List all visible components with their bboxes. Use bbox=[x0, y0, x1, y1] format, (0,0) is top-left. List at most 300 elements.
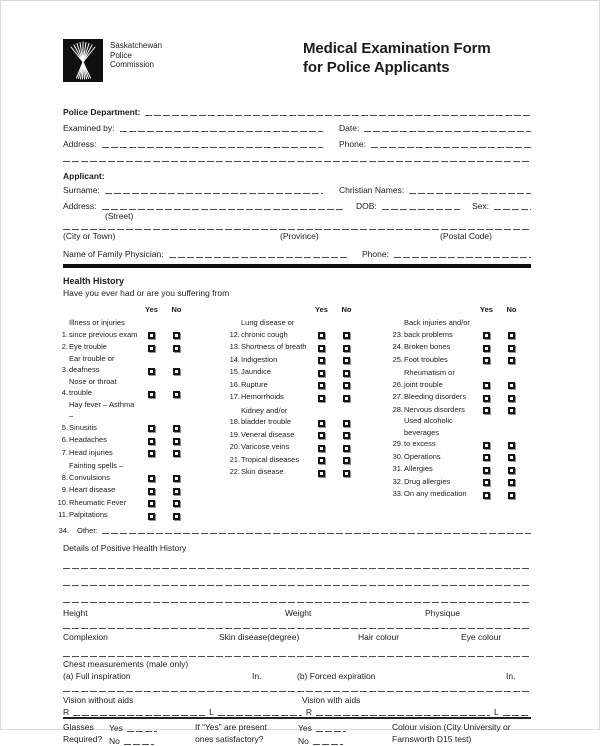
checkbox-cell bbox=[309, 445, 334, 453]
no-checkbox-item-17[interactable] bbox=[343, 395, 350, 402]
health-item-12 bbox=[228, 315, 359, 340]
item-number: 11. bbox=[58, 510, 68, 519]
health-item-4 bbox=[56, 376, 189, 399]
no-checkbox-item-1[interactable] bbox=[173, 332, 180, 339]
item-label: Bleeding disorders bbox=[404, 392, 467, 401]
yes-checkbox-item-3[interactable] bbox=[148, 368, 155, 375]
left-eye-without-field[interactable] bbox=[218, 705, 302, 717]
no-checkbox-item-31[interactable] bbox=[508, 467, 515, 474]
no-checkbox-item-21[interactable] bbox=[343, 457, 350, 464]
item-label: Shortness of breath bbox=[241, 342, 307, 351]
health-item-15 bbox=[228, 365, 359, 378]
date-label: Date: bbox=[339, 123, 360, 133]
item-number: 6. bbox=[61, 435, 68, 444]
right-eye-label-1: R bbox=[63, 706, 70, 717]
weight-label: Weight bbox=[285, 607, 312, 618]
physician-field[interactable] bbox=[169, 249, 348, 259]
complexion-row bbox=[63, 631, 531, 642]
checkbox-cell bbox=[499, 467, 524, 475]
other-label: Other: bbox=[77, 525, 98, 535]
item-label: Hay fever – Asthma – Sinusitis bbox=[69, 399, 135, 432]
health-history-subtitle: Have you ever had or are you suffering from bbox=[63, 288, 230, 298]
physician-label: Name of Family Physician: bbox=[63, 249, 164, 259]
item-number: 17. bbox=[229, 392, 240, 401]
other-row bbox=[56, 522, 531, 535]
sex-label: Sex: bbox=[472, 201, 490, 211]
no-checkbox-item-15[interactable] bbox=[343, 370, 350, 377]
checkbox-cell bbox=[139, 488, 164, 496]
health-item-13 bbox=[228, 340, 359, 353]
checkbox-cell bbox=[499, 357, 524, 365]
examiner-phone-label: Phone: bbox=[339, 139, 366, 149]
colour-vision-line1: Colour vision (City University or bbox=[392, 721, 511, 732]
examined-by-row bbox=[63, 117, 531, 133]
no-checkbox-item-3[interactable] bbox=[173, 368, 180, 375]
left-eye-label-2: L bbox=[494, 706, 499, 717]
examined-by-label: Examined by: bbox=[63, 123, 115, 133]
height-weight-row bbox=[63, 607, 531, 618]
yes-checkbox-item-6[interactable] bbox=[148, 438, 155, 445]
checkbox-cell bbox=[139, 345, 164, 353]
no-checkbox-item-25[interactable] bbox=[508, 357, 515, 364]
checkbox-cell bbox=[164, 500, 189, 508]
no-checkbox-item-27[interactable] bbox=[508, 395, 515, 402]
health-item-24 bbox=[391, 340, 524, 353]
applicant-phone-field[interactable] bbox=[394, 249, 531, 259]
item-label: Skin disease bbox=[241, 467, 284, 476]
item-label: Back injuries and/or back problems bbox=[404, 318, 470, 339]
police-department-label: Police Department: bbox=[63, 107, 141, 117]
glasses-yes-field[interactable] bbox=[127, 721, 157, 734]
yes-checkbox-item-28[interactable] bbox=[483, 407, 490, 414]
surname-row bbox=[63, 181, 531, 195]
item-number: 16. bbox=[229, 379, 240, 389]
no-checkbox-item-22[interactable] bbox=[343, 470, 350, 477]
checkbox-cell bbox=[474, 345, 499, 353]
checkbox-cell bbox=[139, 425, 164, 433]
dob-field[interactable] bbox=[382, 201, 460, 211]
checkbox-cell bbox=[474, 395, 499, 403]
item-label: Head injuries bbox=[69, 447, 113, 457]
street-caption: (Street) bbox=[105, 211, 134, 221]
colour-vision-note bbox=[392, 721, 531, 746]
checkbox-cell bbox=[334, 420, 359, 428]
health-item-31 bbox=[391, 462, 524, 475]
yes-checkbox-item-4[interactable] bbox=[148, 391, 155, 398]
checkbox-cell bbox=[474, 479, 499, 487]
no-checkbox-item-16[interactable] bbox=[343, 382, 350, 389]
satisfactory-no-label: No bbox=[298, 735, 309, 746]
other-field[interactable] bbox=[102, 522, 531, 535]
no-checkbox-item-24[interactable] bbox=[508, 345, 515, 352]
checkbox-cell bbox=[499, 454, 524, 462]
wheat-sheaf-logo-icon bbox=[63, 39, 103, 82]
no-checkbox-item-2[interactable] bbox=[173, 345, 180, 352]
yes-checkbox-item-32[interactable] bbox=[483, 479, 490, 486]
no-checkbox-item-8[interactable] bbox=[173, 475, 180, 482]
no-checkbox-item-33[interactable] bbox=[508, 492, 515, 499]
checkbox-cell bbox=[499, 345, 524, 353]
no-checkbox-item-26[interactable] bbox=[508, 382, 515, 389]
checkbox-cell bbox=[139, 368, 164, 376]
checkbox-cell bbox=[164, 475, 189, 483]
yes-checkbox-item-9[interactable] bbox=[148, 488, 155, 495]
item-number: 2. bbox=[61, 342, 68, 351]
yes-checkbox-item-5[interactable] bbox=[148, 425, 155, 432]
no-column-header: No bbox=[171, 304, 182, 314]
checkbox-cell bbox=[164, 425, 189, 433]
item-label: Foot troubles bbox=[404, 354, 448, 364]
health-item-25 bbox=[391, 353, 524, 366]
form-title-line2: for Police Applicants bbox=[303, 59, 450, 76]
checkbox-cell bbox=[139, 500, 164, 508]
item-label: Palpitations bbox=[69, 510, 108, 519]
police-department-field[interactable] bbox=[145, 101, 531, 117]
checkbox-cell bbox=[474, 454, 499, 462]
item-number: 12. bbox=[229, 329, 240, 339]
right-eye-with-field[interactable] bbox=[316, 705, 490, 717]
item-number: 20. bbox=[229, 442, 240, 451]
health-history-column-3 bbox=[391, 302, 524, 521]
item-label: Veneral disease bbox=[241, 429, 295, 439]
no-column-header: No bbox=[341, 304, 352, 314]
form-title-line1: Medical Examination Form bbox=[303, 40, 491, 57]
applicant-address-row bbox=[63, 195, 531, 211]
details-label: Details of Positive Health History bbox=[63, 542, 187, 553]
postal-caption: (Postal Code) bbox=[440, 231, 492, 241]
glasses-no-field[interactable] bbox=[124, 733, 154, 746]
checkbox-cell bbox=[474, 332, 499, 340]
no-checkbox-item-9[interactable] bbox=[173, 488, 180, 495]
item-label: Jaundice bbox=[241, 367, 272, 376]
health-item-29 bbox=[391, 415, 524, 450]
health-item-20 bbox=[228, 440, 359, 453]
yes-checkbox-item-21[interactable] bbox=[318, 457, 325, 464]
checkbox-cell bbox=[164, 345, 189, 353]
item-label: Heart disease bbox=[69, 485, 116, 494]
health-item-5 bbox=[56, 399, 189, 434]
item-label: Used alcoholic beverages to excess bbox=[404, 416, 453, 448]
no-checkbox-item-6[interactable] bbox=[173, 438, 180, 445]
org-name-line2: Police bbox=[110, 50, 132, 60]
checkbox-cell bbox=[164, 488, 189, 496]
no-checkbox-item-10[interactable] bbox=[173, 500, 180, 507]
checkbox-cell bbox=[139, 475, 164, 483]
present-question-line2: ones satisfactory? bbox=[195, 734, 264, 744]
health-item-23 bbox=[391, 315, 524, 340]
checkbox-cell bbox=[309, 332, 334, 340]
no-checkbox-item-30[interactable] bbox=[508, 454, 515, 461]
item-number: 33. bbox=[392, 489, 403, 498]
sex-field[interactable] bbox=[494, 201, 531, 211]
examiner-phone-field[interactable] bbox=[371, 139, 531, 149]
height-label: Height bbox=[63, 607, 88, 618]
yes-checkbox-item-15[interactable] bbox=[318, 370, 325, 377]
health-item-27 bbox=[391, 390, 524, 403]
checkbox-cell bbox=[474, 467, 499, 475]
no-checkbox-item-13[interactable] bbox=[343, 345, 350, 352]
item-label: Allergies bbox=[404, 464, 433, 473]
chest-measurements-label: Chest measurements (male only) bbox=[63, 658, 189, 669]
item-number: 15. bbox=[229, 367, 240, 376]
yes-column-header: Yes bbox=[480, 304, 493, 314]
yes-checkbox-item-7[interactable] bbox=[148, 450, 155, 457]
details-field-line-2[interactable] bbox=[63, 570, 531, 587]
checkbox-cell bbox=[334, 357, 359, 365]
vision-labels-row bbox=[63, 694, 531, 705]
no-checkbox-item-23[interactable] bbox=[508, 332, 515, 339]
other-number: 34. bbox=[58, 525, 69, 535]
item-label: Hemorrhoids bbox=[241, 392, 284, 401]
item-label: Lung disease or chronic cough bbox=[241, 318, 295, 339]
no-checkbox-item-18[interactable] bbox=[343, 420, 350, 427]
item-number: 18. bbox=[229, 417, 240, 426]
health-item-14 bbox=[228, 353, 359, 366]
item-number: 26. bbox=[392, 379, 403, 389]
left-eye-with-field[interactable] bbox=[503, 705, 529, 717]
inches-label-b: In. bbox=[506, 670, 516, 681]
item-label: Nervous disorders bbox=[404, 404, 465, 414]
checkbox-cell bbox=[334, 457, 359, 465]
checkbox-cell bbox=[139, 513, 164, 521]
complexion-label: Complexion bbox=[63, 631, 108, 642]
right-eye-without-field[interactable] bbox=[73, 705, 205, 717]
checkbox-cell bbox=[474, 357, 499, 365]
health-item-30 bbox=[391, 450, 524, 463]
health-item-2 bbox=[56, 340, 189, 353]
item-number: 23. bbox=[392, 329, 403, 339]
checkbox-cell bbox=[474, 492, 499, 500]
item-label: Broken bones bbox=[404, 342, 451, 351]
yes-checkbox-item-10[interactable] bbox=[148, 500, 155, 507]
present-question-line1: If “Yes” are present bbox=[195, 721, 267, 732]
form-header bbox=[63, 39, 531, 85]
skin-disease-label: Skin disease(degree) bbox=[219, 631, 300, 642]
health-item-6 bbox=[56, 433, 189, 446]
health-item-32 bbox=[391, 475, 524, 488]
no-checkbox-item-20[interactable] bbox=[343, 445, 350, 452]
health-item-26 bbox=[391, 365, 524, 390]
item-label: Rupture bbox=[241, 379, 268, 389]
checkbox-cell bbox=[164, 332, 189, 340]
checkbox-cell bbox=[334, 332, 359, 340]
vision-without-aids-label: Vision without aids bbox=[63, 694, 134, 705]
yes-checkbox-item-14[interactable] bbox=[318, 357, 325, 364]
health-history-column-1 bbox=[56, 302, 189, 521]
examiner-address-row bbox=[63, 133, 531, 149]
checkbox-cell bbox=[309, 457, 334, 465]
yes-checkbox-item-16[interactable] bbox=[318, 382, 325, 389]
item-number: 10. bbox=[57, 497, 68, 507]
checkbox-cell bbox=[309, 432, 334, 440]
no-checkbox-item-12[interactable] bbox=[343, 332, 350, 339]
satisfactory-yes-no bbox=[298, 721, 392, 746]
glasses-yes-label: Yes bbox=[109, 723, 123, 733]
yes-column-header: Yes bbox=[315, 304, 328, 314]
checkbox-cell bbox=[334, 345, 359, 353]
forced-expiration-label: (b) Forced expiration bbox=[297, 670, 376, 681]
yes-checkbox-item-18[interactable] bbox=[318, 420, 325, 427]
checkbox-cell bbox=[309, 420, 334, 428]
yes-checkbox-item-19[interactable] bbox=[318, 432, 325, 439]
health-item-33 bbox=[391, 487, 524, 500]
item-number: 30. bbox=[392, 451, 403, 461]
no-checkbox-item-29[interactable] bbox=[508, 442, 515, 449]
item-number: 21. bbox=[229, 454, 240, 464]
no-checkbox-item-4[interactable] bbox=[173, 391, 180, 398]
yes-checkbox-item-25[interactable] bbox=[483, 357, 490, 364]
applicant-address-field[interactable] bbox=[102, 201, 344, 211]
checkbox-cell bbox=[334, 470, 359, 478]
item-number: 5. bbox=[61, 422, 68, 432]
item-label: Illness or injuries since previous exam bbox=[69, 318, 138, 339]
yes-checkbox-item-11[interactable] bbox=[148, 513, 155, 520]
inches-label-a: In. bbox=[252, 670, 262, 681]
health-item-21 bbox=[228, 453, 359, 466]
no-checkbox-item-11[interactable] bbox=[173, 513, 180, 520]
checkbox-cell bbox=[139, 450, 164, 458]
yes-no-header bbox=[56, 302, 189, 315]
item-number: 9. bbox=[61, 485, 68, 494]
christian-names-field[interactable] bbox=[409, 185, 531, 195]
item-label: Rheumatic Fever bbox=[69, 497, 127, 507]
yes-checkbox-item-33[interactable] bbox=[483, 492, 490, 499]
checkbox-cell bbox=[309, 370, 334, 378]
details-field-line-3[interactable] bbox=[63, 587, 531, 604]
item-number: 19. bbox=[229, 429, 240, 439]
checkbox-cell bbox=[474, 407, 499, 415]
vision-rule bbox=[63, 691, 531, 692]
left-eye-label-1: L bbox=[209, 706, 214, 717]
province-caption: (Province) bbox=[280, 231, 319, 241]
item-label: Operations bbox=[404, 451, 441, 461]
checkbox-cell bbox=[309, 345, 334, 353]
item-label: Kidney and/or bladder trouble bbox=[241, 405, 292, 426]
christian-names-label: Christian Names: bbox=[339, 185, 405, 195]
item-label: Indigestion bbox=[241, 354, 278, 364]
checkbox-cell bbox=[474, 442, 499, 450]
item-number: 7. bbox=[61, 447, 68, 457]
checkbox-cell bbox=[164, 368, 189, 376]
form-title bbox=[303, 39, 531, 77]
item-label: Eye trouble bbox=[69, 342, 107, 351]
item-label: Tropical diseases bbox=[241, 454, 300, 464]
no-checkbox-item-28[interactable] bbox=[508, 407, 515, 414]
yes-checkbox-item-22[interactable] bbox=[318, 470, 325, 477]
checkbox-cell bbox=[309, 357, 334, 365]
checkbox-cell bbox=[309, 470, 334, 478]
colour-vision-line2: Farnsworth D15 test) bbox=[392, 734, 472, 744]
surname-field[interactable] bbox=[105, 185, 323, 195]
checkbox-cell bbox=[334, 382, 359, 390]
no-checkbox-item-7[interactable] bbox=[173, 450, 180, 457]
no-column-header: No bbox=[506, 304, 517, 314]
yes-checkbox-item-20[interactable] bbox=[318, 445, 325, 452]
physician-row bbox=[63, 244, 531, 259]
org-name-line1: Saskatchewan bbox=[110, 41, 163, 50]
health-item-19 bbox=[228, 428, 359, 441]
item-number: 8. bbox=[61, 472, 68, 482]
item-number: 31. bbox=[392, 464, 403, 473]
yes-checkbox-item-31[interactable] bbox=[483, 467, 490, 474]
yes-checkbox-item-26[interactable] bbox=[483, 382, 490, 389]
yes-checkbox-item-30[interactable] bbox=[483, 454, 490, 461]
examiner-address-continuation-field[interactable] bbox=[63, 149, 531, 163]
city-caption: (City or Town) bbox=[63, 231, 116, 241]
checkbox-cell bbox=[499, 395, 524, 403]
no-checkbox-item-5[interactable] bbox=[173, 425, 180, 432]
required-label: Required? bbox=[63, 734, 103, 744]
yes-checkbox-item-17[interactable] bbox=[318, 395, 325, 402]
details-field-line-1[interactable] bbox=[63, 553, 531, 570]
item-label: Drug allergies bbox=[404, 476, 451, 486]
date-field[interactable] bbox=[364, 123, 531, 133]
checkbox-cell bbox=[499, 407, 524, 415]
applicant-phone-label: Phone: bbox=[362, 249, 389, 259]
yes-no-header bbox=[391, 302, 524, 315]
yes-checkbox-item-12[interactable] bbox=[318, 332, 325, 339]
yes-no-header bbox=[228, 302, 359, 315]
examined-by-field[interactable] bbox=[120, 123, 324, 133]
yes-checkbox-item-1[interactable] bbox=[148, 332, 155, 339]
yes-checkbox-item-27[interactable] bbox=[483, 395, 490, 402]
health-item-16 bbox=[228, 378, 359, 391]
no-checkbox-item-19[interactable] bbox=[343, 432, 350, 439]
checkbox-cell bbox=[334, 445, 359, 453]
chest-rule bbox=[63, 656, 531, 657]
item-number: 3. bbox=[61, 365, 68, 374]
checkbox-cell bbox=[164, 391, 189, 399]
vision-with-aids-label: Vision with aids bbox=[302, 694, 361, 705]
present-glasses-question bbox=[195, 721, 298, 746]
glasses-section bbox=[63, 721, 531, 746]
no-checkbox-item-32[interactable] bbox=[508, 479, 515, 486]
health-item-9 bbox=[56, 483, 189, 496]
glasses-required-labels bbox=[63, 721, 109, 746]
yes-checkbox-item-8[interactable] bbox=[148, 475, 155, 482]
checkbox-cell bbox=[499, 479, 524, 487]
item-number: 25. bbox=[392, 354, 403, 364]
glasses-no-label: No bbox=[109, 735, 120, 746]
applicant-section-label: Applicant: bbox=[63, 171, 105, 181]
health-item-18 bbox=[228, 403, 359, 428]
checkbox-cell bbox=[474, 382, 499, 390]
police-department-row bbox=[63, 101, 531, 117]
examiner-address-field[interactable] bbox=[102, 139, 323, 149]
glasses-label: Glasses bbox=[63, 721, 94, 732]
checkbox-cell bbox=[309, 395, 334, 403]
checkbox-cell bbox=[334, 395, 359, 403]
complexion-rule bbox=[63, 628, 531, 629]
satisfactory-no-field[interactable] bbox=[313, 733, 343, 746]
checkbox-cell bbox=[139, 391, 164, 399]
item-label: On any medication bbox=[404, 489, 467, 498]
item-label: Fainting spells – Convulsions bbox=[69, 461, 124, 482]
checkbox-cell bbox=[164, 450, 189, 458]
yes-checkbox-item-23[interactable] bbox=[483, 332, 490, 339]
satisfactory-yes-field[interactable] bbox=[316, 721, 346, 734]
no-checkbox-item-14[interactable] bbox=[343, 357, 350, 364]
yes-checkbox-item-2[interactable] bbox=[148, 345, 155, 352]
yes-checkbox-item-24[interactable] bbox=[483, 345, 490, 352]
dob-label: DOB: bbox=[356, 201, 377, 211]
full-inspiration-label: (a) Full inspiration bbox=[63, 670, 131, 681]
physique-label: Physique bbox=[425, 607, 460, 618]
vision-rl-row bbox=[63, 705, 531, 717]
yes-checkbox-item-29[interactable] bbox=[483, 442, 490, 449]
yes-checkbox-item-13[interactable] bbox=[318, 345, 325, 352]
health-item-28 bbox=[391, 403, 524, 416]
